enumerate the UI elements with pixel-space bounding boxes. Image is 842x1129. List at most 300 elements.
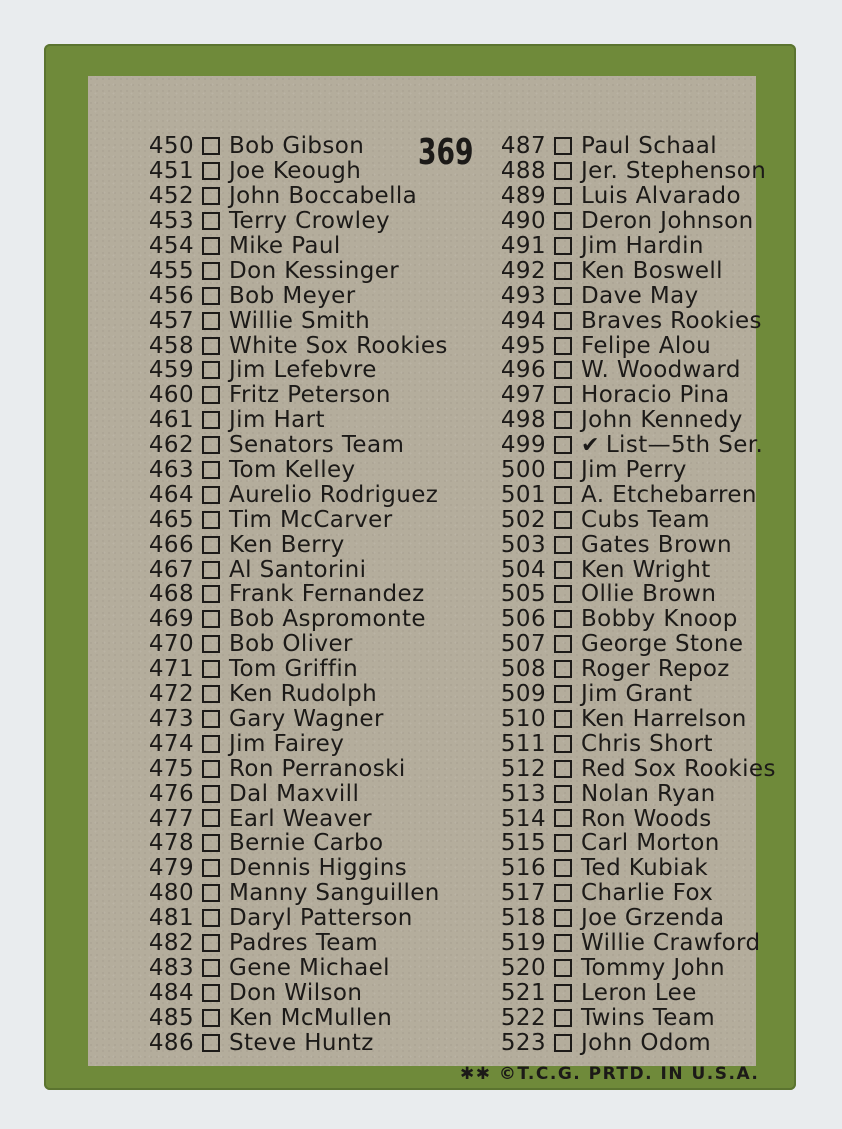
card-num: 473 (148, 705, 194, 732)
checkbox[interactable] (554, 760, 572, 778)
checkbox[interactable] (202, 959, 220, 977)
checkbox[interactable] (202, 262, 220, 280)
card-num: 510 (500, 705, 546, 732)
player-name: Luis Alvarado (581, 183, 741, 210)
checkbox[interactable] (554, 436, 572, 454)
player-name: John Odom (581, 1029, 712, 1056)
checkbox[interactable] (554, 361, 572, 379)
checklist-row (144, 856, 448, 881)
checkbox[interactable] (202, 312, 220, 330)
card-num: 520 (500, 954, 546, 981)
checkbox[interactable] (202, 660, 220, 678)
checkbox[interactable] (554, 635, 572, 653)
card-num: 475 (148, 755, 194, 782)
player-name: W. Woodward (581, 357, 741, 384)
player-name: Willie Smith (229, 307, 371, 334)
card-num: 495 (500, 332, 546, 359)
checklist-row (144, 756, 448, 781)
player-name: Bob Gibson (229, 133, 365, 160)
checkbox[interactable] (202, 1009, 220, 1027)
player-name: John Kennedy (581, 407, 743, 434)
checklist-row (496, 706, 776, 731)
player-name: A. Etchebarren (581, 481, 757, 508)
checklist-row (496, 980, 776, 1005)
player-name: Joe Keough (229, 158, 362, 185)
checklist-row (144, 333, 448, 358)
checklist-row (496, 159, 776, 184)
checkbox[interactable] (202, 137, 220, 155)
checkbox[interactable] (554, 137, 572, 155)
player-name: Dal Maxvill (229, 780, 360, 807)
player-name: Al Santorini (229, 556, 367, 583)
player-name: Tom Kelley (229, 457, 356, 484)
card-num: 497 (500, 382, 546, 409)
player-name: Earl Weaver (229, 805, 373, 832)
card-num: 467 (148, 556, 194, 583)
left-column (144, 134, 448, 1055)
checkbox[interactable] (554, 660, 572, 678)
card-num: 492 (500, 257, 546, 284)
player-name: Cubs Team (581, 506, 710, 533)
player-name: Jim Fairey (229, 730, 345, 757)
player-name: Gates Brown (581, 531, 732, 558)
checklist-row (496, 383, 776, 408)
checklist-row (144, 706, 448, 731)
card-num: 456 (148, 282, 194, 309)
player-name: Bob Meyer (229, 282, 356, 309)
card-num: 487 (500, 133, 546, 160)
checkbox[interactable] (554, 785, 572, 803)
card-num: 474 (148, 730, 194, 757)
checklist-row (144, 507, 448, 532)
card-num: 515 (500, 830, 546, 857)
checkbox[interactable] (202, 685, 220, 703)
checkbox[interactable] (554, 287, 572, 305)
checkbox[interactable] (202, 735, 220, 753)
checklist-row (144, 682, 448, 707)
card-num: 506 (500, 606, 546, 633)
card-num: 491 (500, 233, 546, 260)
checklist-row (144, 806, 448, 831)
checkbox[interactable] (202, 859, 220, 877)
checklist-row (496, 408, 776, 433)
card-num: 452 (148, 183, 194, 210)
checkbox[interactable] (554, 511, 572, 529)
card-num: 504 (500, 556, 546, 583)
checkbox[interactable] (202, 511, 220, 529)
card-num: 469 (148, 606, 194, 633)
checklist-row (144, 557, 448, 582)
card-num: 512 (500, 755, 546, 782)
checklist-row (496, 308, 776, 333)
checklist-row (144, 1030, 448, 1055)
player-name: Bob Oliver (229, 631, 353, 658)
card-number: 369 (418, 132, 474, 173)
player-name: Horacio Pina (581, 382, 730, 409)
checklist-row (144, 283, 448, 308)
checkbox[interactable] (554, 909, 572, 927)
checklist-row (496, 806, 776, 831)
card-num: 465 (148, 506, 194, 533)
checkbox[interactable] (202, 635, 220, 653)
card-num: 498 (500, 407, 546, 434)
checklist-row (496, 657, 776, 682)
card-num: 503 (500, 531, 546, 558)
player-name: Ron Woods (581, 805, 712, 832)
card-num: 454 (148, 233, 194, 260)
card-num: 521 (500, 979, 546, 1006)
card-num: 458 (148, 332, 194, 359)
checklist-row (144, 184, 448, 209)
player-name: Ken Rudolph (229, 681, 378, 708)
card-num: 461 (148, 407, 194, 434)
player-name: Don Wilson (229, 979, 363, 1006)
checkbox[interactable] (202, 461, 220, 479)
card-num: 478 (148, 830, 194, 857)
checklist-row (496, 756, 776, 781)
player-name: Tommy John (581, 954, 725, 981)
player-name: Dave May (581, 282, 699, 309)
checklist-row (144, 781, 448, 806)
card-num: 509 (500, 681, 546, 708)
player-name: Ted Kubiak (581, 855, 709, 882)
checklist-row (496, 931, 776, 956)
checkbox[interactable] (202, 585, 220, 603)
checklist-row (144, 980, 448, 1005)
player-name: Willie Crawford (581, 929, 761, 956)
player-name: Deron Johnson (581, 208, 754, 235)
checklist-row (144, 482, 448, 507)
player-name: Bernie Carbo (229, 830, 384, 857)
checklist-row (496, 532, 776, 557)
player-name: Twins Team (581, 1004, 716, 1031)
checklist-card (44, 44, 796, 1090)
checklist-row (496, 682, 776, 707)
checkbox[interactable] (202, 386, 220, 404)
checklist-row (144, 258, 448, 283)
checklist-row (496, 731, 776, 756)
player-name: Paul Schaal (581, 133, 718, 160)
card-num: 476 (148, 780, 194, 807)
checklist-row (496, 507, 776, 532)
checklist-row (496, 184, 776, 209)
player-name: Ken Harrelson (581, 705, 747, 732)
checklist-row (144, 209, 448, 234)
card-num: 477 (148, 805, 194, 832)
checklist-row (144, 881, 448, 906)
checklist-row (144, 657, 448, 682)
checkbox[interactable] (202, 710, 220, 728)
checklist-row (144, 906, 448, 931)
checkbox[interactable] (554, 834, 572, 852)
player-name: Ken Berry (229, 531, 345, 558)
card-num: 480 (148, 880, 194, 907)
checkbox[interactable] (554, 1009, 572, 1027)
player-name: Nolan Ryan (581, 780, 716, 807)
checkbox[interactable] (202, 361, 220, 379)
player-name: List—5th Ser. (605, 432, 764, 459)
checkbox[interactable] (202, 237, 220, 255)
checklist-row (496, 557, 776, 582)
card-num: 518 (500, 905, 546, 932)
checkbox[interactable] (554, 337, 572, 355)
checklist-row (144, 831, 448, 856)
card-num: 464 (148, 481, 194, 508)
player-name: Senators Team (229, 432, 405, 459)
checklist-row (144, 433, 448, 458)
player-name: Charlie Fox (581, 880, 714, 907)
card-num: 522 (500, 1004, 546, 1031)
player-name: Jim Hardin (581, 233, 704, 260)
checkbox[interactable] (554, 486, 572, 504)
checkbox[interactable] (554, 536, 572, 554)
checklist-row (496, 632, 776, 657)
player-name: Manny Sanguillen (229, 880, 440, 907)
checklist-row (496, 358, 776, 383)
card-num: 483 (148, 954, 194, 981)
checkmark-icon: ✔ (581, 432, 600, 458)
checklist-row (144, 931, 448, 956)
checkbox[interactable] (554, 984, 572, 1002)
checklist-row (496, 881, 776, 906)
card-num: 459 (148, 357, 194, 384)
card-num: 460 (148, 382, 194, 409)
checklist-row (496, 458, 776, 483)
player-name: White Sox Rookies (229, 332, 448, 359)
checkbox[interactable] (202, 785, 220, 803)
player-name: Terry Crowley (229, 208, 390, 235)
card-num: 470 (148, 631, 194, 658)
checklist-row (144, 308, 448, 333)
checklist-row (496, 283, 776, 308)
checklist-row (144, 383, 448, 408)
checkbox[interactable] (554, 312, 572, 330)
card-num: 479 (148, 855, 194, 882)
checkbox[interactable] (554, 735, 572, 753)
player-name: Don Kessinger (229, 257, 400, 284)
card-num: 484 (148, 979, 194, 1006)
checkbox[interactable] (202, 187, 220, 205)
checklist-row (496, 906, 776, 931)
checklist-row (144, 532, 448, 557)
checkbox[interactable] (554, 162, 572, 180)
card-num: 507 (500, 631, 546, 658)
checklist-row (496, 482, 776, 507)
player-name: Ollie Brown (581, 581, 717, 608)
card-num: 457 (148, 307, 194, 334)
checkbox[interactable] (202, 162, 220, 180)
player-name: Gene Michael (229, 954, 390, 981)
checkbox[interactable] (202, 760, 220, 778)
card-num: 486 (148, 1029, 194, 1056)
card-num: 466 (148, 531, 194, 558)
card-num: 513 (500, 780, 546, 807)
player-name: Leron Lee (581, 979, 697, 1006)
checklist-row (144, 607, 448, 632)
checkbox[interactable] (202, 984, 220, 1002)
checklist-row (496, 781, 776, 806)
player-name: Bob Aspromonte (229, 606, 426, 633)
checkbox[interactable] (202, 411, 220, 429)
player-name: Ken McMullen (229, 1004, 393, 1031)
checkbox[interactable] (202, 909, 220, 927)
checkbox[interactable] (554, 386, 572, 404)
card-num: 511 (500, 730, 546, 757)
card-num: 453 (148, 208, 194, 235)
card-num: 523 (500, 1029, 546, 1056)
checkbox[interactable] (554, 237, 572, 255)
player-name: Braves Rookies (581, 307, 762, 334)
player-name: Ron Perranoski (229, 755, 406, 782)
player-name: Jim Lefebvre (229, 357, 377, 384)
checkbox[interactable] (554, 710, 572, 728)
player-name: Joe Grzenda (581, 905, 725, 932)
player-name: Jim Grant (581, 681, 693, 708)
checkbox[interactable] (202, 486, 220, 504)
player-name: Dennis Higgins (229, 855, 408, 882)
checkbox[interactable] (554, 934, 572, 952)
checkbox[interactable] (202, 561, 220, 579)
checklist-row (496, 831, 776, 856)
copyright-footer: ✱✱ ©T.C.G. PRTD. IN U.S.A. (460, 1064, 760, 1084)
card-num: 517 (500, 880, 546, 907)
card-num: 489 (500, 183, 546, 210)
checklist-row (144, 408, 448, 433)
card-num: 450 (148, 133, 194, 160)
checkbox[interactable] (554, 884, 572, 902)
player-name: Chris Short (581, 730, 713, 757)
checkbox[interactable] (554, 610, 572, 628)
player-name: Frank Fernandez (229, 581, 425, 608)
card-num: 472 (148, 681, 194, 708)
checkbox[interactable] (554, 809, 572, 827)
player-name: Red Sox Rookies (581, 755, 776, 782)
checkbox[interactable] (202, 536, 220, 554)
player-name: Steve Huntz (229, 1029, 374, 1056)
checkbox[interactable] (554, 411, 572, 429)
card-num: 496 (500, 357, 546, 384)
card-num: 481 (148, 905, 194, 932)
player-name: Jim Perry (581, 457, 687, 484)
checkbox[interactable] (554, 959, 572, 977)
card-num: 485 (148, 1004, 194, 1031)
checklist-row (144, 134, 448, 159)
checklist-row (496, 433, 776, 458)
checklist-row (144, 159, 448, 184)
checkbox[interactable] (202, 834, 220, 852)
checklist-row (496, 1030, 776, 1055)
checkbox[interactable] (202, 1034, 220, 1052)
card-num: 500 (500, 457, 546, 484)
checklist-row (496, 209, 776, 234)
player-name: Aurelio Rodriguez (229, 481, 439, 508)
card-num: 519 (500, 929, 546, 956)
player-name: Ken Boswell (581, 257, 723, 284)
player-name: Daryl Patterson (229, 905, 413, 932)
card-num: 514 (500, 805, 546, 832)
checkbox[interactable] (554, 1034, 572, 1052)
checklist-row (496, 333, 776, 358)
checkbox[interactable] (202, 934, 220, 952)
checklist-row (144, 582, 448, 607)
checklist-row (144, 358, 448, 383)
checklist-row (144, 1005, 448, 1030)
card-num: 493 (500, 282, 546, 309)
player-name: Ken Wright (581, 556, 711, 583)
checkbox[interactable] (554, 859, 572, 877)
player-name: Carl Morton (581, 830, 720, 857)
checkbox[interactable] (202, 610, 220, 628)
checklist-row (144, 955, 448, 980)
player-name: Tom Griffin (229, 656, 359, 683)
checklist-row (144, 632, 448, 657)
checklist-row (144, 234, 448, 259)
checkbox[interactable] (554, 212, 572, 230)
checkbox[interactable] (554, 585, 572, 603)
player-name: Mike Paul (229, 233, 341, 260)
card-num: 516 (500, 855, 546, 882)
player-name: Jer. Stephenson (581, 158, 767, 185)
checkbox[interactable] (554, 461, 572, 479)
player-name: Fritz Peterson (229, 382, 391, 409)
checkbox[interactable] (554, 685, 572, 703)
checklist-row (496, 856, 776, 881)
checkbox[interactable] (202, 809, 220, 827)
checklist-row (496, 607, 776, 632)
checkbox[interactable] (554, 561, 572, 579)
checklist-row (144, 458, 448, 483)
card-num: 501 (500, 481, 546, 508)
checklist-row (496, 234, 776, 259)
checkbox[interactable] (202, 884, 220, 902)
checkbox[interactable] (202, 212, 220, 230)
checklist-panel (88, 76, 776, 1084)
card-num: 494 (500, 307, 546, 334)
checkbox[interactable] (202, 287, 220, 305)
checkbox[interactable] (554, 187, 572, 205)
checkbox[interactable] (554, 262, 572, 280)
card-num: 499 (500, 432, 546, 459)
card-num: 508 (500, 656, 546, 683)
card-num: 505 (500, 581, 546, 608)
card-num: 502 (500, 506, 546, 533)
checklist-row (496, 582, 776, 607)
checklist-row (496, 955, 776, 980)
checklist-row (496, 1005, 776, 1030)
player-name: Gary Wagner (229, 705, 384, 732)
card-num: 455 (148, 257, 194, 284)
player-name: Felipe Alou (581, 332, 712, 359)
right-column (496, 134, 776, 1055)
card-num: 490 (500, 208, 546, 235)
checklist-row (496, 258, 776, 283)
card-num: 471 (148, 656, 194, 683)
checkbox[interactable] (202, 436, 220, 454)
player-name: Roger Repoz (581, 656, 730, 683)
checkbox[interactable] (202, 337, 220, 355)
card-num: 451 (148, 158, 194, 185)
player-name: John Boccabella (229, 183, 418, 210)
player-name: George Stone (581, 631, 744, 658)
card-num: 488 (500, 158, 546, 185)
checklist-row (144, 731, 448, 756)
checklist-row (496, 134, 776, 159)
player-name: Jim Hart (229, 407, 325, 434)
player-name: Tim McCarver (229, 506, 393, 533)
card-num: 468 (148, 581, 194, 608)
card-num: 462 (148, 432, 194, 459)
card-num: 482 (148, 929, 194, 956)
